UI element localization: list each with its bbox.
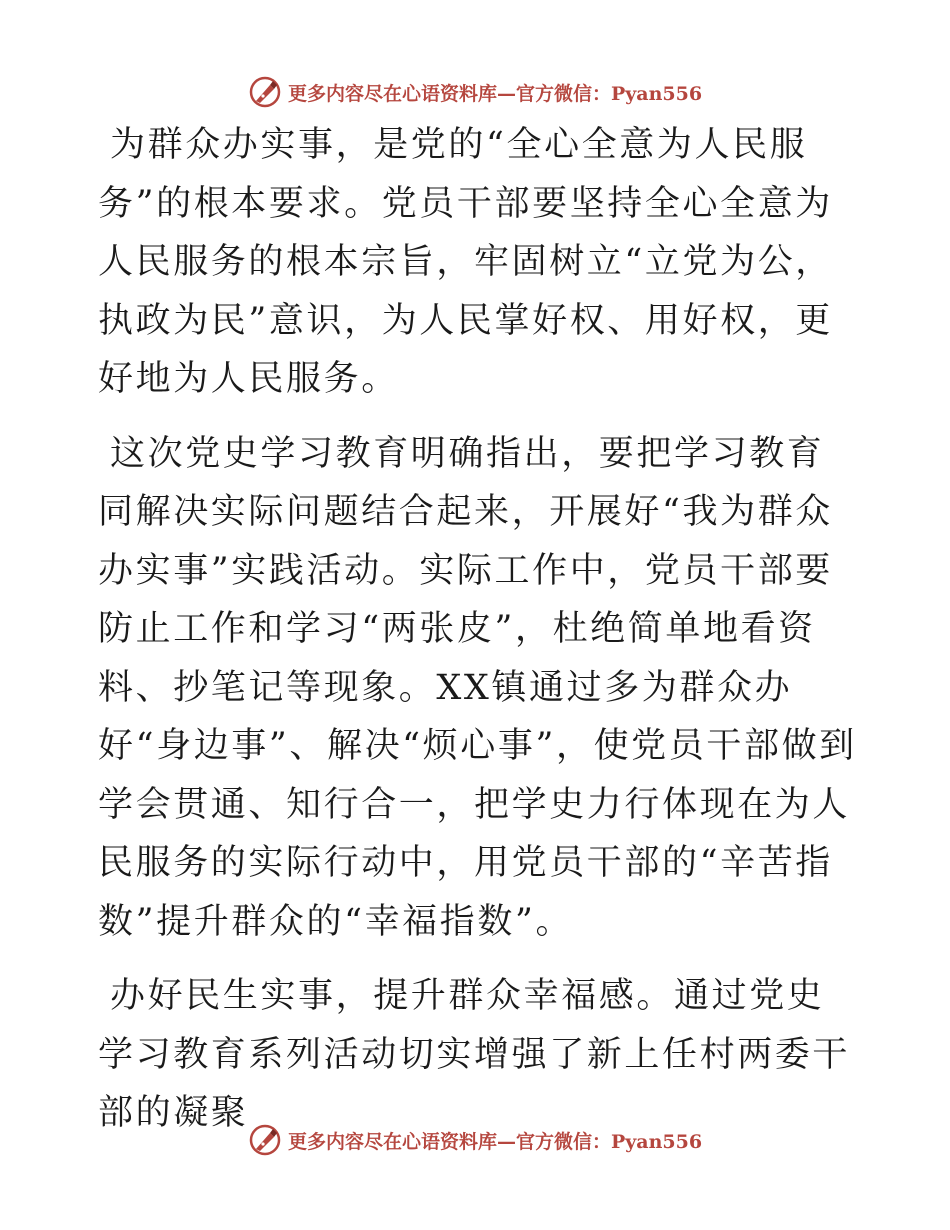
paragraph-3: 办好民生实事，提升群众幸福感。通过党史学习教育系列活动切实增强了新上任村两委干部的凝聚 — [98, 976, 851, 1133]
pen-nib-logo-icon — [248, 75, 282, 109]
header-banner — [0, 72, 950, 112]
footer-brand-text: 更多内容尽在心语资料库—官方微信：Pyan556 — [287, 1130, 703, 1153]
paragraph-2: 这次党史学习教育明确指出，要把学习教育同解决实际问题结合起来，开展好“我为群众办实事”实践活动。实际工作中，党员干部要防止工作和学习“两张皮”，杜绝简单地看资料、抄笔记等现象。XX镇通过多为群众办好“身边事”、解决“烦心事”，使党员干部做到学会贯通、知行合一，把学史力行体现在为人民服务的实际行动中，用党员干部的“辛苦指数”提升群众的“幸福指数”。 — [98, 433, 857, 942]
header-brand-text: 更多内容尽在心语资料库—官方微信：Pyan556 — [287, 82, 703, 105]
document-body — [98, 116, 858, 1159]
footer-banner — [0, 1120, 950, 1160]
pen-nib-logo-icon — [248, 1123, 282, 1157]
paragraph-1: 为群众办实事，是党的“全心全意为人民服务”的根本要求。党员干部要坚持全心全意为人民服务的根本宗旨，牢固树立“立党为公，执政为民”意识，为人民掌好权、用好权，更好地为人民服务。 — [98, 125, 833, 399]
